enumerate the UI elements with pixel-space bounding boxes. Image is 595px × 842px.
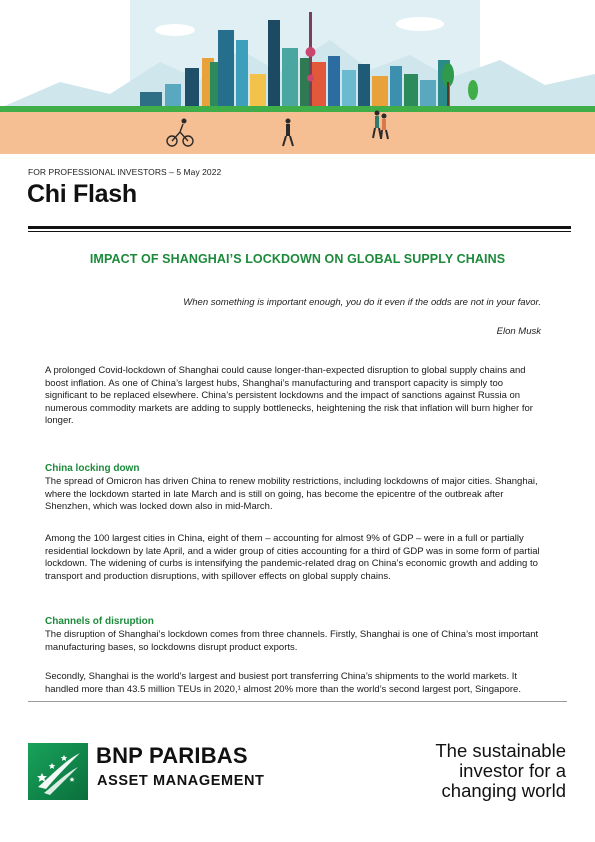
footer-divider bbox=[28, 701, 567, 702]
bnp-paribas-logo bbox=[28, 743, 88, 800]
header-illustration bbox=[0, 0, 595, 154]
slogan-line-2: investor for a bbox=[459, 760, 566, 781]
slogan-line-1: The sustainable bbox=[435, 740, 566, 761]
document-title: Chi Flash bbox=[27, 180, 137, 208]
epigraph-quote: When something is important enough, you do it even if the odds are not in your favor. bbox=[183, 297, 541, 308]
section2-paragraph-1: The disruption of Shanghai’s lockdown comes from three channels. Firstly, Shanghai is one of China’s most important manufacturing bases, so lockdowns disrupt product exports. bbox=[45, 629, 539, 653]
title-rule-thick bbox=[28, 226, 571, 229]
article-headline: IMPACT OF SHANGHAI’S LOCKDOWN ON GLOBAL SUPPLY CHAINS bbox=[89, 252, 506, 266]
section1-paragraph-1: The spread of Omicron has driven China to renew mobility restrictions, including lockdowns of major cities. Shanghai, where the lockdown started in late March and is still on going, has become the epicentre of the outbreak after Shenzhen, which was locked down also in mid-March. bbox=[45, 476, 538, 512]
slogan-line-3: changing world bbox=[441, 780, 566, 801]
section1-paragraph-2: Among the 100 largest cities in China, eight of them – accounting for almost 9% of GDP – were in a full or partially residential lockdown by late April, and a wider group of cities accounting for a third of GDP was in some form of partial lockdown. The widening of curbs is intensifying the pandemic-related drag on China’s economic growth and adding to transport and production disruptions, with spillover effects on global supply chains. bbox=[45, 533, 540, 582]
epigraph-author: Elon Musk bbox=[496, 326, 541, 337]
section2-paragraph-2: Secondly, Shanghai is the world’s largest and busiest port transferring China’s shipments to the world markets. It handled more than 43.5 million TEUs in 2020,¹ almost 20% more than the world’s second largest port, Singapore. bbox=[45, 671, 521, 695]
audience-date-tagline: FOR PROFESSIONAL INVESTORS – 5 May 2022 bbox=[28, 167, 222, 177]
brand-name-line1: BNP PARIBAS bbox=[96, 743, 248, 768]
intro-paragraph: A prolonged Covid-lockdown of Shanghai could cause longer-than-expected disruption to global supply chains and boost inflation. As one of China’s largest hubs, Shanghai’s manufacturing and transport capacity is simply too significant to be replaced elsewhere. China’s persistent lockdowns and the impact of sanctions against Russia on numerous commodity markets are adding to supply bottlenecks, heightening the risk that inflation will burn higher for longer. bbox=[45, 365, 533, 426]
brand-slogan bbox=[435, 741, 566, 801]
section-heading-channels-of-disruption: Channels of disruption bbox=[45, 616, 154, 627]
section-heading-china-locking-down: China locking down bbox=[45, 463, 140, 474]
brand-name-line2: ASSET MANAGEMENT bbox=[97, 773, 265, 789]
title-rule-thin bbox=[28, 231, 571, 232]
